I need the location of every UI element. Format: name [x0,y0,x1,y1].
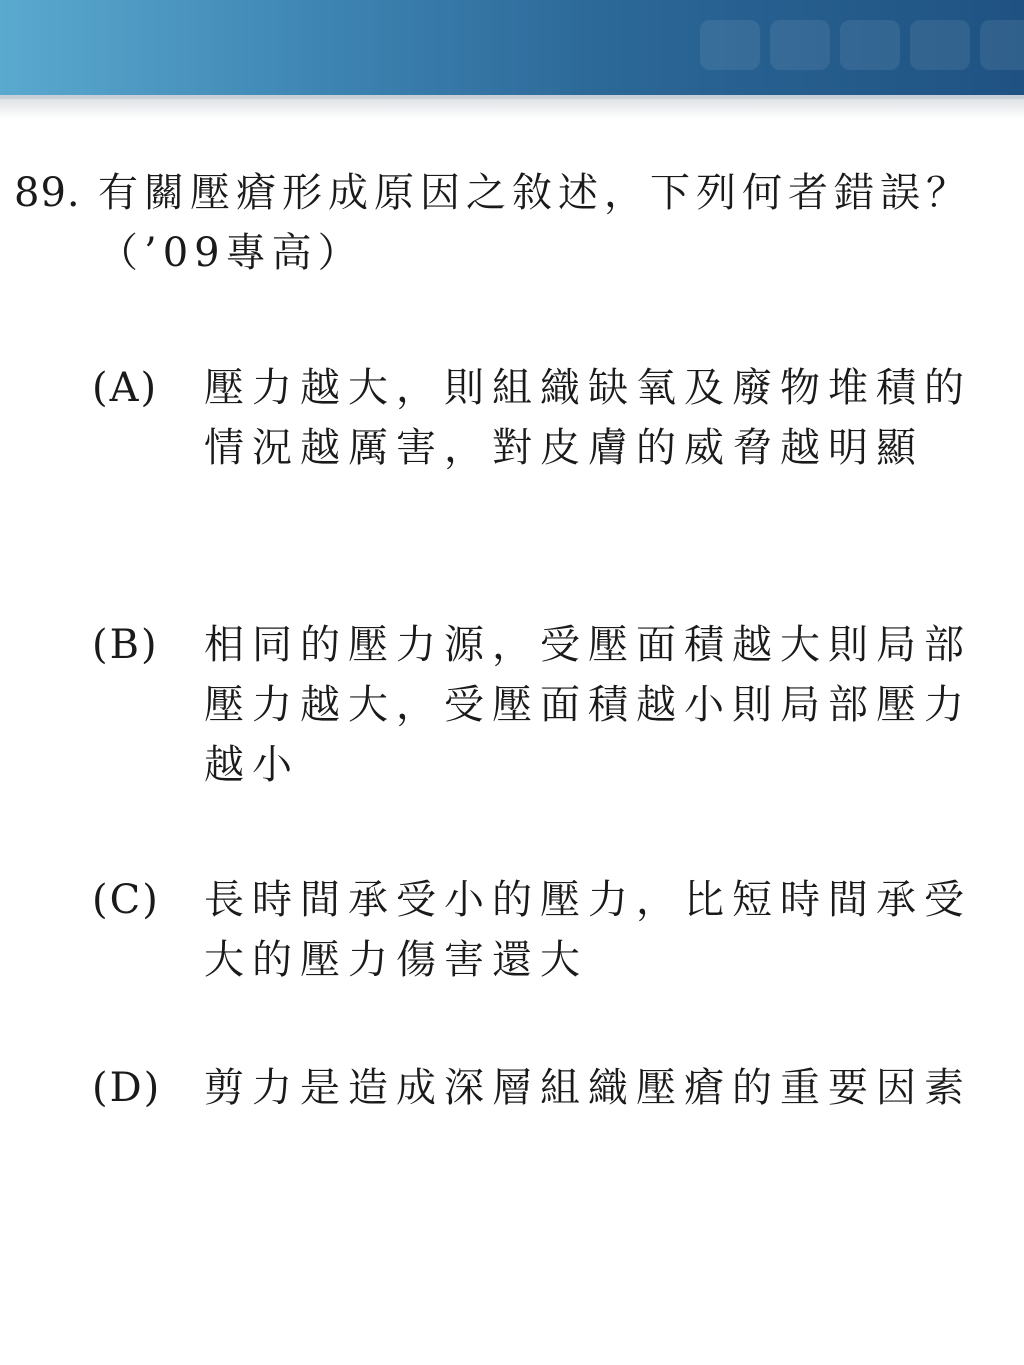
header-decor-tile [700,20,760,70]
header-shadow [0,99,1024,119]
option-label: (C) [92,877,160,923]
option-text: 壓力越大，則組織缺氧及廢物堆積的情況越厲害，對皮膚的威脅越明顯 [204,365,972,471]
header-decor-tile [840,20,900,70]
header-decor-tile [980,20,1024,70]
option-text: 長時間承受小的壓力，比短時間承受大的壓力傷害還大 [204,877,972,983]
option-label: (B) [92,622,159,668]
option-text: 剪力是造成深層組織壓瘡的重要因素 [204,1065,972,1111]
header-decor-tile [910,20,970,70]
header-decor-tile [770,20,830,70]
question-number: 89. [14,170,81,216]
option-text: 相同的壓力源，受壓面積越大則局部壓力越大，受壓面積越小則局部壓力越小 [204,622,972,788]
question-text: 有關壓瘡形成原因之敘述，下列何者錯誤？（’09專高） [98,170,972,276]
option-label: (D) [92,1065,162,1111]
option-label: (A) [92,365,159,411]
header-band [0,0,1024,95]
